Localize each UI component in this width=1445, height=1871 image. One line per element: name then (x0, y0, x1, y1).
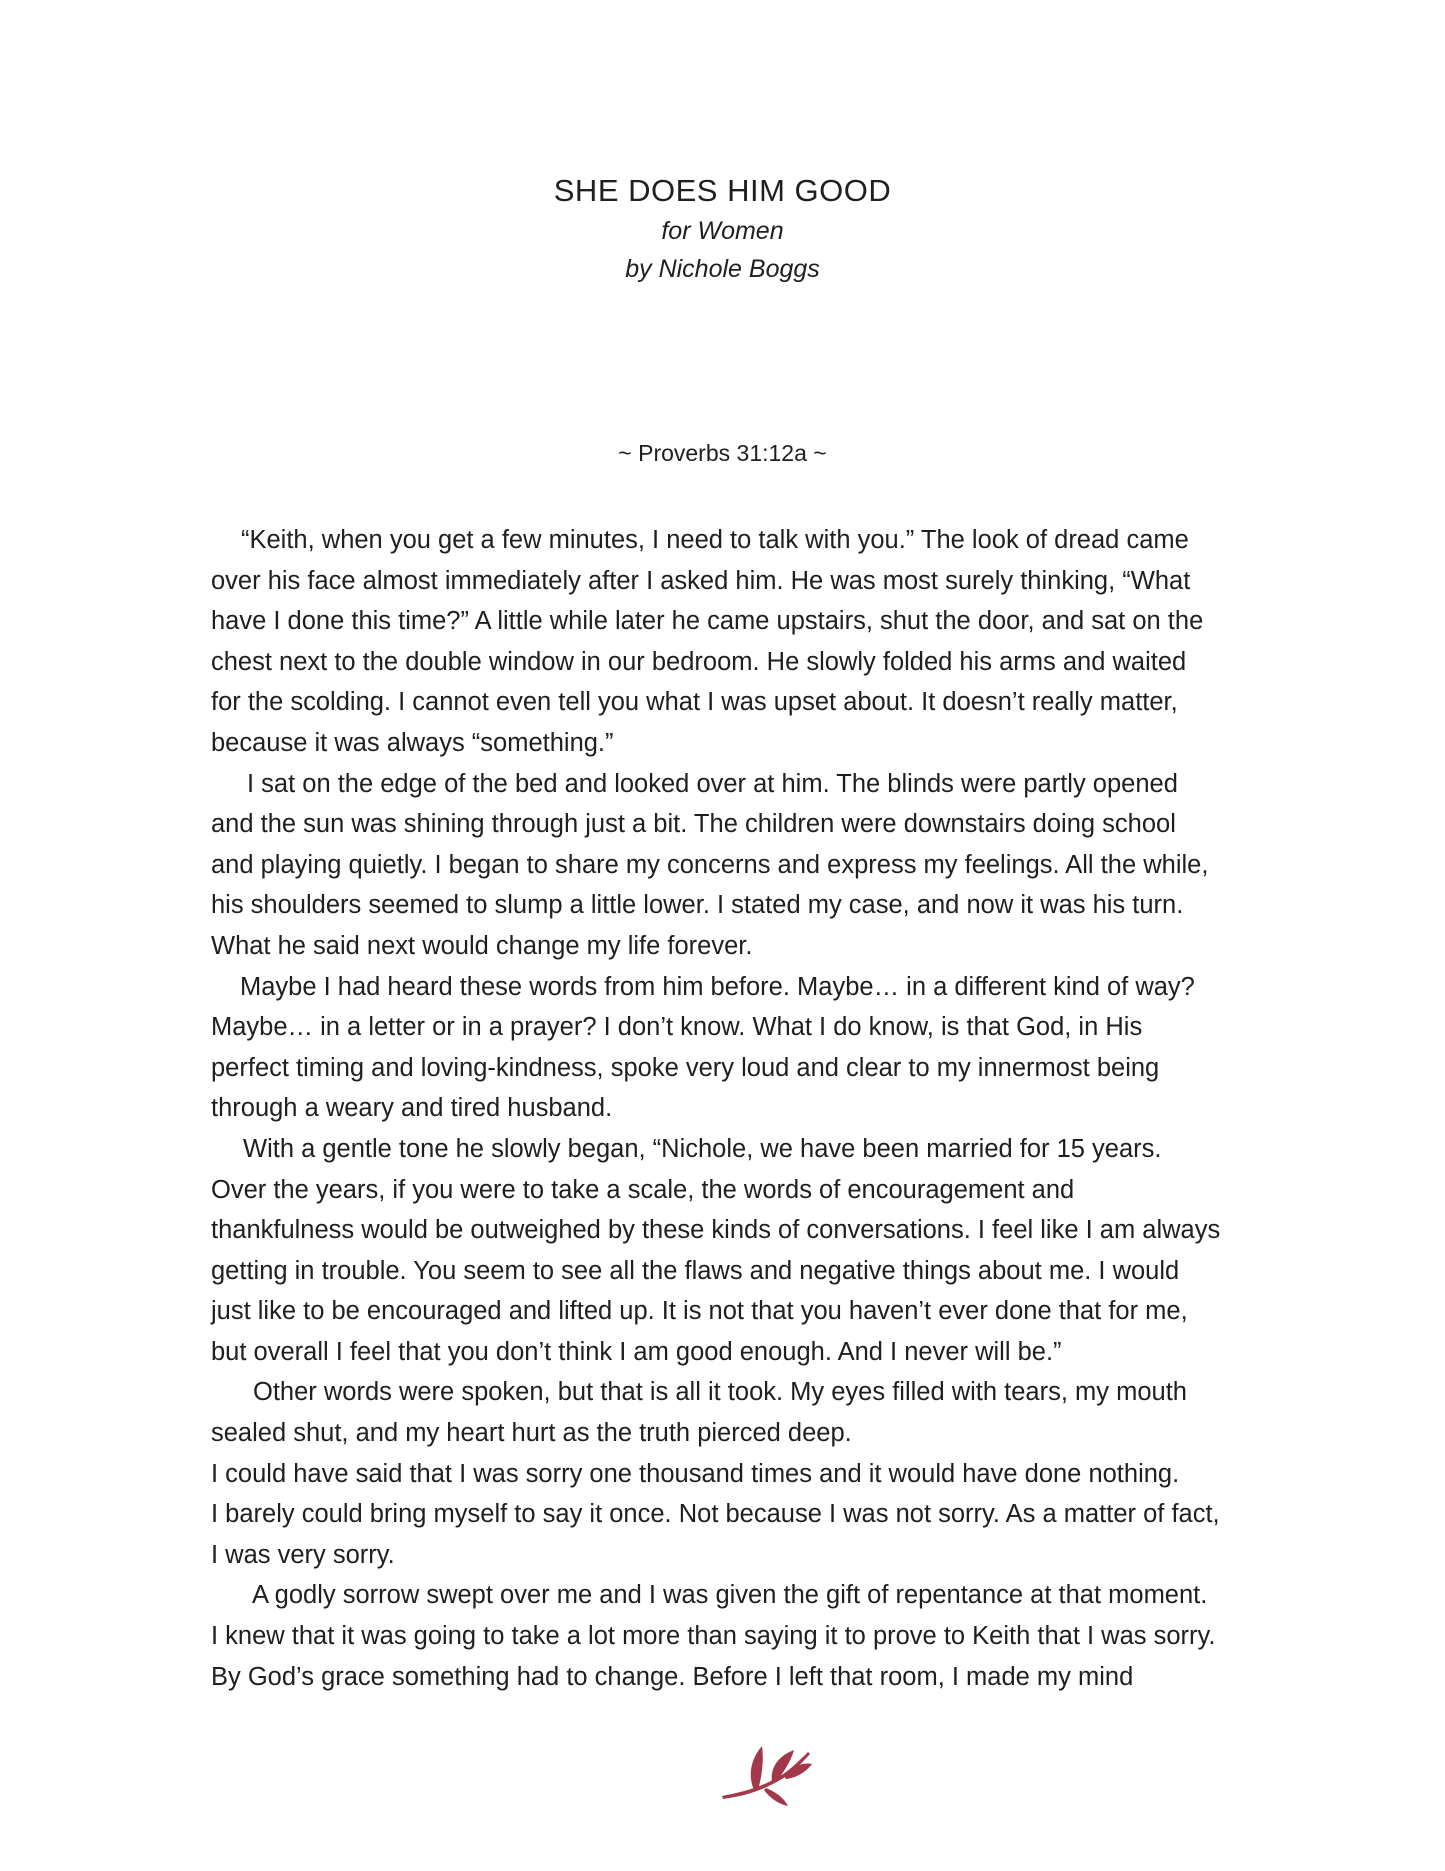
paragraph-4: With a gentle tone he slowly began, “Nichole, we have been married for 15 years. Over the years, if you were to take a scale, the words of encouragement and thankfulness would be outweighed by these kinds of conversations. I feel like I am always getting in trouble. You seem to see all the flaws and negative things about me. I would just like to be encouraged and lifted up. It is not that you haven’t ever done that for me, but overall I feel that you don’t think I am good enough. And I never will be.” (211, 1134, 1221, 1366)
paragraph-7: I barely could bring myself to say it once. Not because I was not sorry. As a matter of fact, I was very sorry. (211, 1500, 1220, 1569)
document-author: by Nichole Boggs (625, 255, 820, 283)
document-subtitle: for Women (661, 217, 784, 245)
leaf-sprig-icon (720, 1740, 812, 1806)
paragraph-2: I sat on the edge of the bed and looked over at him. The blinds were partly opened and the sun was shining through just a bit. The children were downstairs doing school and playing quietly. I began to share my concerns and express my feelings. All the while, his shoulders seemed to slump a little lower. I stated my case, and now it was his turn. What he said next would change my life forever. (211, 769, 1209, 960)
body-text (211, 520, 1221, 1697)
title-block (0, 170, 1445, 288)
paragraph-5: Other words were spoken, but that is all it took. My eyes filled with tears, my mouth sealed shut, and my heart hurt as the truth pierced deep. (211, 1378, 1187, 1448)
document-title: SHE DOES HIM GOOD (553, 173, 892, 208)
paragraph-8: A godly sorrow swept over me and I was given the gift of repentance at that moment. I knew that it was going to take a lot more than saying it to prove to Keith that I was sorry. By God’s grace something had to change. Before I left that room, I made my mind (211, 1581, 1216, 1691)
paragraph-3: Maybe I had heard these words from him before. Maybe… in a different kind of way? Maybe… in a letter or in a prayer? I don’t know. What I do know, is that God, in His perfect timing and loving-kindness, spoke very loud and clear to my innermost being through a weary and tired husband. (211, 972, 1195, 1123)
scripture-reference: ~ Proverbs 31:12a ~ (618, 440, 827, 466)
paragraph-1: “Keith, when you get a few minutes, I need to talk with you.” The look of dread came over his face almost immediately after I asked him. He was most surely thinking, “What have I done this time?” A little while later he came upstairs, shut the door, and sat on the chest next to the double window in our bedroom. He slowly folded his arms and waited for the scolding. I cannot even tell you what I was upset about. It doesn’t really matter, because it was always “something.” (211, 526, 1204, 757)
paragraph-6: I could have said that I was sorry one thousand times and it would have done nothing. (211, 1459, 1180, 1488)
